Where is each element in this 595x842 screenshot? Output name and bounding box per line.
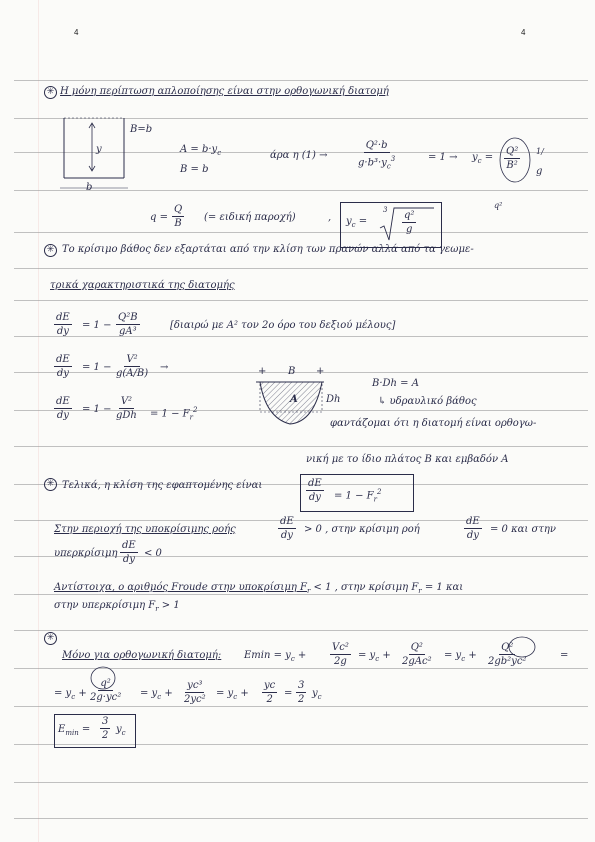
eq-1-minus: = 1 − bbox=[82, 404, 112, 415]
bullet-star-icon: ✳ bbox=[44, 632, 57, 645]
label-b-equals-b: B=b bbox=[130, 124, 153, 135]
box-fraction-3-over-2: $\frac{3}{2}$ bbox=[102, 716, 109, 741]
fig-label-a: A bbox=[290, 394, 298, 405]
hydraulic-depth-note: ↳ υδραυλικό βάθος bbox=[378, 396, 477, 407]
section1-heading: Η μόνη περίπτωση απλοποίησης είναι στην ορθογωνική διατομή bbox=[60, 86, 389, 97]
box-eq-1-minus-fr2: = $1 - F_r^2$ bbox=[334, 488, 382, 504]
line2-eq-d: = bbox=[284, 688, 293, 699]
page-number-left: 4 bbox=[74, 28, 79, 37]
fraction-q2-over-2gyc2: $\frac{\text{q²}}{\text{2g·yc²}}$ bbox=[90, 678, 122, 703]
froude-text: Αντίστοιχα, ο αριθμός Froude στην υποκρίσιμη $F_r < 1$ , στην κρίσιμη $F_r = 1$ και bbox=[54, 582, 464, 595]
box-yc: $y_c$ bbox=[116, 724, 126, 737]
supercritical-text-start: = 0 και στην bbox=[490, 524, 556, 535]
critical-text: > 0 , στην κρίσιμη ροή bbox=[304, 524, 420, 535]
specific-discharge-note: (= ειδική παροχή) bbox=[204, 212, 296, 223]
margin-line bbox=[38, 0, 39, 842]
derivative-critical: $\frac{dE}{dy}$ bbox=[466, 516, 480, 541]
eq-1-minus: = 1 − bbox=[82, 320, 112, 331]
fraction-q2-over-g: $\frac{\text{q²}}{g}$ bbox=[404, 210, 415, 235]
bullet-star-icon: ✳ bbox=[44, 244, 57, 257]
subcritical-text: Στην περιοχή της υποκρίσιμης ροής bbox=[54, 524, 236, 535]
derivative-de-dy-1: $\frac{dE}{dy}$ bbox=[56, 312, 70, 337]
froude-supercritical: στην υπερκρίσιμη $F_r > 1$ bbox=[54, 600, 180, 613]
line2-start: = $y_c$ + bbox=[54, 688, 87, 701]
fraction-q2-over-2gb2yc2: $\frac{\text{Q²}}{\text{2gb²yc²}}$ bbox=[488, 642, 527, 667]
fig-label-b: B bbox=[288, 366, 296, 377]
fraction-v2-over-gdh: V² gDh bbox=[116, 396, 137, 421]
fraction-v2-over-gab: $\frac{\text{V²}}{g(A/B)}$ bbox=[116, 354, 149, 379]
bullet-star-icon: ✳ bbox=[44, 478, 57, 491]
fig-label-dh: Dh bbox=[326, 394, 341, 405]
line2-yc: $y_c$ bbox=[312, 688, 322, 701]
eq-1-minus: = 1 − bbox=[82, 362, 112, 373]
fraction-3-over-2: $\frac{3}{2}$ bbox=[298, 680, 305, 705]
label-y: y bbox=[96, 144, 102, 155]
therefore-text: άρα η (1) → bbox=[270, 150, 328, 161]
bullet-star-icon: ✳ bbox=[44, 86, 57, 99]
section4-heading: Μόνο για ορθογωνική διατομή: bbox=[62, 650, 222, 661]
q-equals: q = bbox=[150, 212, 168, 223]
box-derivative: $\frac{dE}{dy}$ bbox=[308, 478, 322, 503]
derivative-de-dy-3: $\frac{dE}{dy}$ bbox=[56, 396, 70, 421]
q-squared-note: q² bbox=[494, 201, 503, 210]
eq-1-minus-fr2: = $1 - F_r^2$ bbox=[150, 406, 198, 422]
b-dh-equals-a: B·Dh = A bbox=[372, 378, 419, 389]
divide-note: [διαιρώ με A² τον 2ο όρο του δεξιού μέλους] bbox=[170, 320, 396, 331]
supercritical-label: υπερκρίσιμη bbox=[54, 548, 118, 559]
equals-one: = 1 → bbox=[428, 152, 458, 163]
derivative-supercritical: $\frac{dE}{dy}$ bbox=[122, 540, 136, 565]
imagine-note-line2: νική με το ίδιο πλάτος B και εμβαδόν A bbox=[306, 454, 509, 465]
root-index: 3 bbox=[383, 206, 388, 214]
section2-line1: Το κρίσιμο βάθος δεν εξαρτάται από την κλίση των πρανών αλλά από τα γεωμε- bbox=[62, 244, 474, 255]
fraction-q2-over-b2: $\frac{\text{Q²}}{\text{B²}}$ bbox=[506, 146, 519, 171]
yc-symbol: $y_c$ = bbox=[472, 152, 494, 165]
box-yc: $y_c$ = bbox=[346, 216, 368, 229]
fraction-vc2-over-2g: $\frac{\text{Vc²}}{2g}$ bbox=[332, 642, 349, 667]
label-b: b bbox=[86, 182, 93, 193]
section3-heading: Τελικά, η κλίση της εφαπτομένης είναι bbox=[62, 480, 263, 491]
fraction-yc3-over-2yc2: $\frac{\text{yc³}}{\text{2yc²}}$ bbox=[184, 680, 206, 705]
emin-eq1: = $y_c$ + bbox=[358, 650, 391, 663]
fig-plus-right: + bbox=[316, 366, 325, 377]
arrow: → bbox=[160, 362, 169, 373]
imagine-note-line1: φαντάζομαι ότι η διατομή είναι ορθογω- bbox=[330, 418, 537, 429]
fig-plus-left: + bbox=[258, 366, 267, 377]
fraction-q2b-over-ga3: $\frac{\text{Q²B}}{\text{gA³}}$ bbox=[118, 312, 138, 337]
emin-eq2: = $y_c$ + bbox=[444, 650, 477, 663]
fraction-q2b-over-gb3yc3: $\frac{\text{Q²·b}}{g\cdot b^3\cdot y_c^3}$ bbox=[358, 140, 396, 171]
eq-width: B = b bbox=[180, 164, 209, 175]
g-symbol: g bbox=[536, 166, 543, 177]
fraction-yc-over-2: $\frac{yc}{2}$ bbox=[264, 680, 276, 705]
fraction-q2-over-2gac2: Q² 2gAc² bbox=[402, 642, 432, 667]
page-number-right: 4 bbox=[521, 28, 526, 37]
line2-eq-b: = $y_c$ + bbox=[140, 688, 173, 701]
eq-area: $A = b\cdot y_c$ bbox=[180, 144, 222, 157]
fraction-q-over-b: $\frac{Q}{B}$ bbox=[174, 204, 183, 229]
emin-eq3: = bbox=[560, 650, 569, 661]
rectangular-section-sketch bbox=[60, 118, 140, 198]
box-emin: $E_{min}$ = bbox=[58, 724, 91, 737]
derivative-subcritical: $\frac{dE}{dy}$ bbox=[280, 516, 294, 541]
derivative-de-dy-2: $\frac{dE}{dy}$ bbox=[56, 354, 70, 379]
less-than-zero: < 0 bbox=[144, 548, 162, 559]
cube-root-exponent: 1/ bbox=[536, 147, 544, 156]
section2-line2: τρικά χαρακτηριστικά της διατομής bbox=[50, 280, 235, 291]
line2-eq-c: = $y_c$ + bbox=[216, 688, 249, 701]
emin-start: $Emin = y_c$ + bbox=[244, 650, 307, 663]
comma: , bbox=[328, 212, 332, 223]
